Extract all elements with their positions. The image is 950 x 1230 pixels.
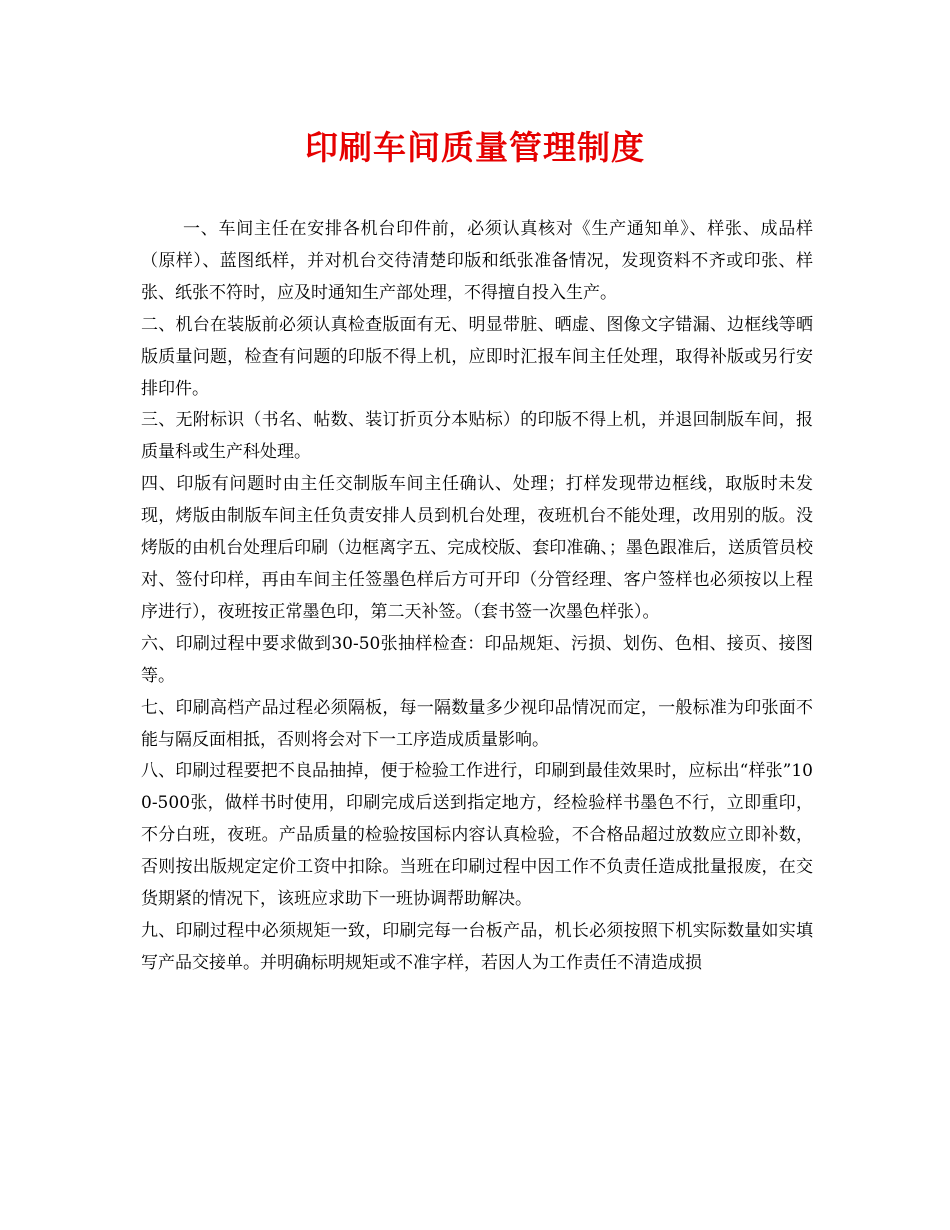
paragraph-7: 七、印刷高档产品过程必须隔板，每一隔数量多少视印品情况而定，一般标准为印张面不能与隔反面相抵，否则将会对下一工序造成质量影响。 <box>141 697 813 750</box>
paragraph-2: 二、机台在装版前必须认真检查版面有无、明显带脏、晒虚、图像文字错漏、边框线等晒版质量问题，检查有问题的印版不得上机，应即时汇报车间主任处理，取得补版或另行安排印件。 <box>141 314 813 399</box>
paragraph-6: 六、印刷过程中要求做到30-50张抽样检查：印品规矩、污损、划伤、色相、接页、接图等。 <box>141 633 813 686</box>
paragraph-1: 一、车间主任在安排各机台印件前，必须认真核对《生产通知单》、样张、成品样（原样）、蓝图纸样，并对机台交待清楚印版和纸张准备情况，发现资料不齐或印张、样张、纸张不符时，应及时通知生产部处理，不得擅自投入生产。 <box>141 219 813 303</box>
document-body <box>141 214 813 980</box>
paragraph-9: 九、印刷过程中必须规矩一致，印刷完每一台板产品，机长必须按照下机实际数量如实填写产品交接单。并明确标明规矩或不准字样，若因人为工作责任不清造成损 <box>141 920 813 973</box>
paragraph-8: 八、印刷过程要把不良品抽掉，便于检验工作进行，印刷到最佳效果时，应标出“样张”100-500张，做样书时使用，印刷完成后送到指定地方，经检验样书墨色不行，立即重印，不分白班，夜班。产品质量的检验按国标内容认真检验，不合格品超过放数应立即补数，否则按出版规定定价工资中扣除。当班在印刷过程中因工作不负责任造成批量报废，在交货期紧的情况下，该班应求助下一班协调帮助解决。 <box>141 761 813 910</box>
document-title: 印刷车间质量管理制度 <box>305 128 645 167</box>
paragraph-4: 四、印版有问题时由主任交制版车间主任确认、处理；打样发现带边框线，取版时未发现，烤版由制版车间主任负责安排人员到机台处理，夜班机台不能处理，改用别的版。没烤版的由机台处理后印刷（边框离字五、完成校版、套印准确、；墨色跟准后，送质管员校对、签付印样，再由车间主任签墨色样后方可开印（分管经理、客户签样也必须按以上程序进行），夜班按正常墨色印，第二天补签。（套书签一次墨色样张）。 <box>141 474 813 622</box>
paragraph-3: 三、无附标识（书名、帖数、装订折页分本贴标）的印版不得上机，并退回制版车间，报质量科或生产科处理。 <box>141 410 813 463</box>
